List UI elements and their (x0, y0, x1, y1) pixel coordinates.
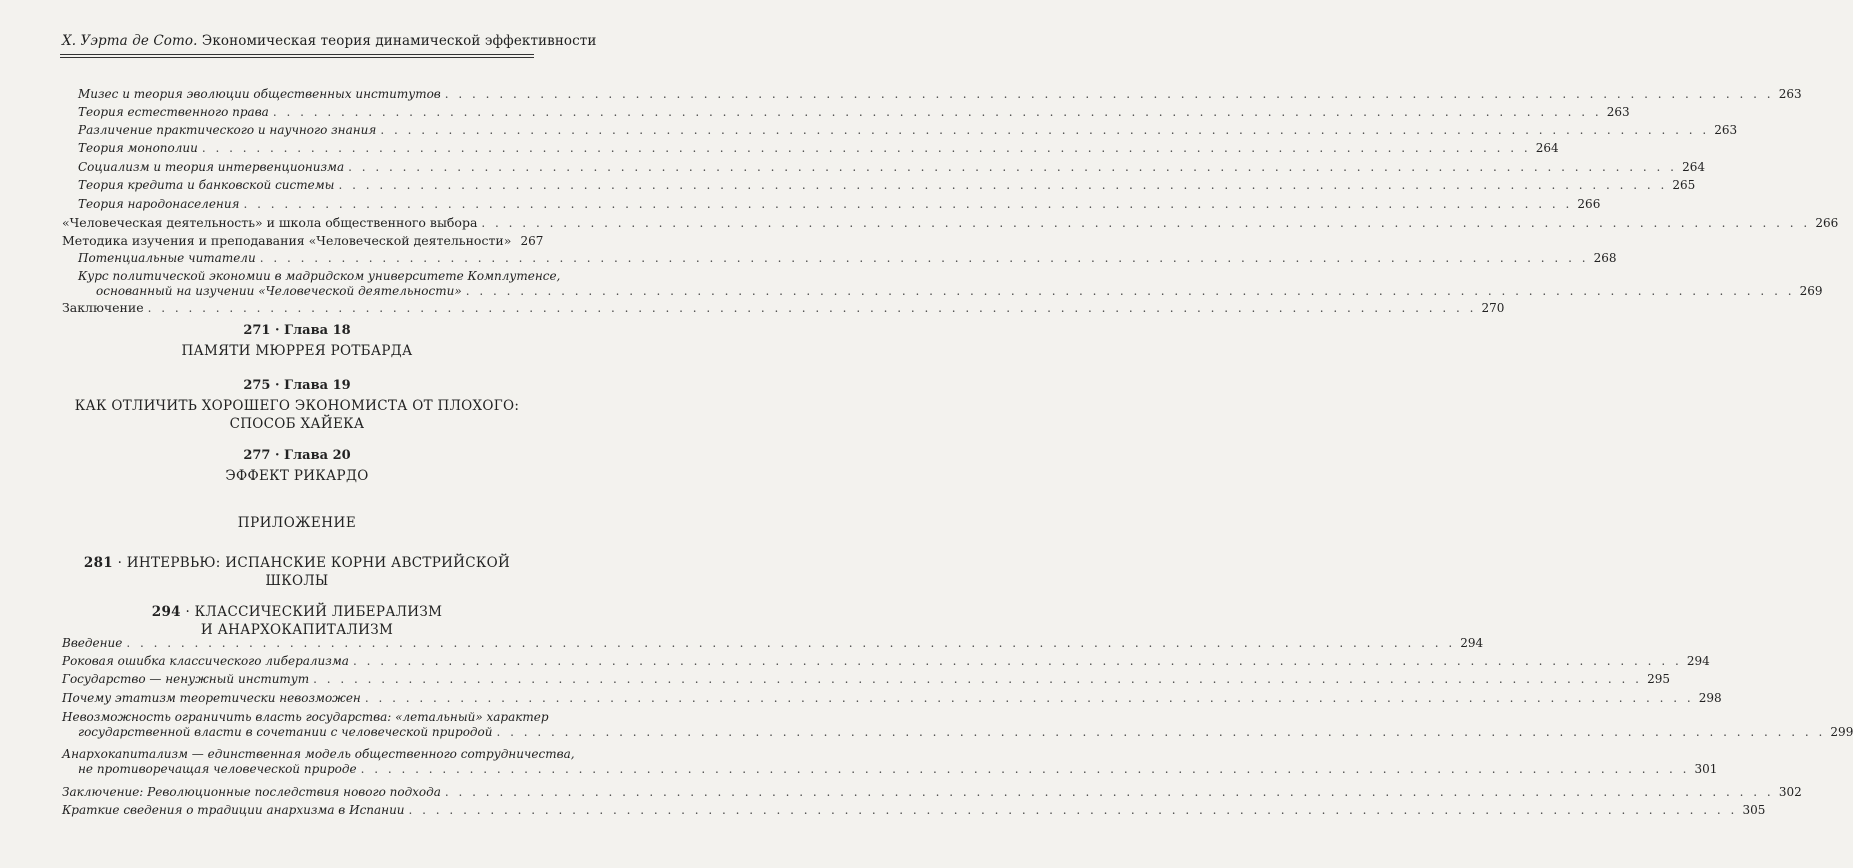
chapter-page-number: 271 (243, 323, 271, 338)
toc-entry-title: Заключение: Революционные последствия нового подхода (62, 785, 441, 799)
toc-entry-page: 294 (1686, 654, 1710, 668)
appendix-heading: ПРИЛОЖЕНИЕ (237, 515, 357, 531)
toc-entry-title: Различение практического и научного знания (78, 123, 377, 137)
toc-entry-page: 294 (1460, 636, 1484, 650)
toc-entry-title-continued: основанный на изучении «Человеческой деятельности» (96, 284, 462, 298)
appendix-title-line-1: · КЛАССИЧЕСКИЙ ЛИБЕРАЛИЗМ (185, 604, 443, 620)
dot-leader (338, 178, 1667, 193)
toc-entry-title: Почему этатизм теоретически невозможен (62, 691, 361, 705)
toc-entry-page: 263 (1714, 123, 1738, 137)
toc-entry-title: Введение (62, 636, 123, 650)
toc-entry-page: 299 (1830, 725, 1853, 739)
toc-entry-page: 266 (1815, 216, 1839, 230)
toc-entry-title: Теория монополии (78, 141, 198, 155)
chapter-19 (60, 378, 534, 433)
appendix-title-line-1: · ИНТЕРВЬЮ: ИСПАНСКИЕ КОРНИ АВСТРИЙСКОЙ (117, 555, 511, 571)
toc-entry-page: 302 (1778, 785, 1802, 799)
dot-leader (353, 654, 1682, 669)
running-head-author: Х. Уэрта де Сото. (62, 33, 198, 49)
chapter-title: ЭФФЕКТ РИКАРДО (225, 468, 369, 484)
running-head (62, 33, 597, 49)
toc-entry-page: 263 (1778, 87, 1802, 101)
header-rule-secondary (60, 57, 534, 58)
chapter-label: · Глава 20 (274, 448, 351, 463)
dot-leader (380, 123, 1709, 138)
toc-entry-title: Краткие сведения о традиции анархизма в Испании (62, 803, 405, 817)
toc-entry-title-continued: не противоречащая человеческой природе (78, 762, 357, 776)
toc-entry-page: 264 (1682, 160, 1705, 174)
dot-leader (244, 197, 1573, 212)
chapter-title-line-2: СПОСОБ ХАЙЕКА (229, 416, 365, 432)
dot-leader (445, 87, 1774, 102)
toc-entry-page: 263 (1606, 105, 1630, 119)
toc-entry-title: Курс политической экономии в мадридском университете Комплутенсе, (78, 269, 561, 283)
dot-leader (365, 691, 1694, 706)
appendix-page-number: 294 (151, 604, 181, 620)
dot-leader (361, 762, 1690, 777)
appendix-title-line-2: И АНАРХОКАПИТАЛИЗМ (200, 622, 394, 638)
dot-leader (126, 636, 1455, 651)
dot-leader (313, 672, 1642, 687)
toc-entry-page: 298 (1698, 691, 1722, 705)
dot-leader (445, 785, 1774, 800)
chapter-18 (60, 323, 534, 360)
toc-entry-title: Теория кредита и банковской системы (78, 178, 335, 192)
appendix-page-number: 281 (83, 555, 114, 571)
toc-entry-page: 268 (1593, 251, 1617, 265)
toc-entry-page: 267 (520, 234, 544, 248)
header-rule (60, 54, 534, 55)
appendix-interview (60, 554, 534, 590)
appendix-title-line-2: ШКОЛЫ (265, 573, 329, 589)
dot-leader (273, 105, 1602, 120)
toc-entry-title: Теория естественного права (78, 105, 269, 119)
toc-entry-title: Социализм и теория интервенционизма (78, 160, 345, 174)
dot-leader (202, 141, 1531, 156)
chapter-page-number: 277 (243, 448, 271, 463)
toc-entry-title: Невозможность ограничить власть государства: «летальный» характер (62, 710, 549, 724)
dot-leader (409, 803, 1738, 818)
chapter-page-number: 275 (243, 378, 271, 393)
dot-leader (148, 301, 1477, 316)
chapter-label: · Глава 19 (274, 378, 351, 393)
toc-entry-title-continued: государственной власти в сочетании с человеческой природой (78, 725, 493, 739)
toc-entry-title: Мизес и теория эволюции общественных институтов (78, 87, 441, 101)
toc-entry-page: 295 (1647, 672, 1670, 686)
toc-entry-title: Государство — ненужный институт (62, 672, 310, 686)
toc-entry-page: 305 (1742, 803, 1766, 817)
dot-leader (348, 160, 1677, 175)
appendix-liberalism (60, 603, 534, 639)
toc-entry-title: Анархокапитализм — единственная модель общественного сотрудничества, (62, 747, 575, 761)
toc-entry-title: Потенциальные читатели (78, 251, 256, 265)
toc-entry-page: 270 (1481, 301, 1505, 315)
toc-entry-title: «Человеческая деятельность» и школа общественного выбора (62, 215, 478, 230)
toc-entry-page: 264 (1535, 141, 1559, 155)
toc-entry-title: Теория народонаселения (78, 197, 240, 211)
toc-entry-title: Заключение (62, 300, 144, 315)
toc-entry-title: Методика изучения и преподавания «Человеческой деятельности» (62, 233, 512, 248)
toc-entry-page: 301 (1694, 762, 1718, 776)
chapter-title-line-1: КАК ОТЛИЧИТЬ ХОРОШЕГО ЭКОНОМИСТА ОТ ПЛОХОГО: (74, 398, 520, 414)
dot-leader (497, 725, 1826, 740)
toc-entry-page: 265 (1672, 178, 1696, 192)
toc-entry-page: 269 (1799, 284, 1823, 298)
toc-entry-page: 266 (1577, 197, 1601, 211)
dot-leader (481, 216, 1810, 231)
chapter-20 (60, 448, 534, 485)
dot-leader (260, 251, 1589, 266)
chapter-title: ПАМЯТИ МЮРРЕЯ РОТБАРДА (181, 343, 413, 359)
dot-leader (466, 284, 1795, 299)
chapter-label: · Глава 18 (274, 323, 351, 338)
toc-entry-title: Роковая ошибка классического либерализма (62, 654, 349, 668)
running-head-title: Экономическая теория динамической эффективности (201, 33, 597, 49)
